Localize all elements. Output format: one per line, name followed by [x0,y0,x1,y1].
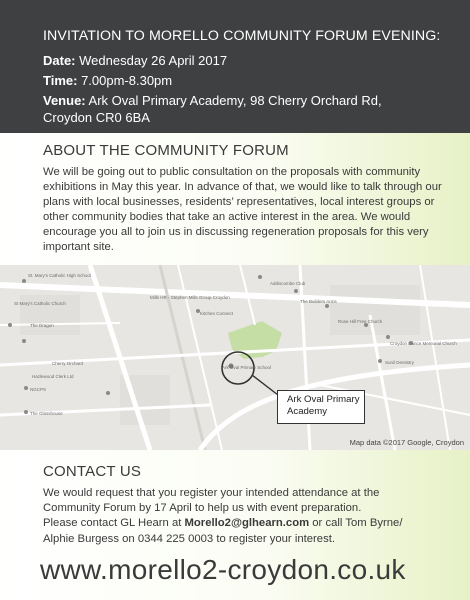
contact-line-3-suffix: or call Tom Byrne/ [309,517,403,530]
event-venue-line2: Croydon CR0 6BA [43,110,150,125]
map-label-the-dragon: The Dragon [30,323,54,328]
callout-text: Ark Oval Primary Academy [287,394,360,417]
map-label-glasshouse: The Glasshouse [30,411,63,416]
map-label-sunil-dentistry: Sunil Dentistry [385,360,415,365]
time-value: 7.00pm-8.30pm [81,73,173,88]
map-label-ark-oval: Ark Oval Primary School [222,365,272,370]
date-label: Date: [43,53,76,68]
venue-callout [277,390,365,424]
about-body: We will be going out to public consultation on the proposals with community exhibitions in May this year. In advance of that, we would like to talk through our plans with local businesses, residents’ representatives, local interest groups or other community bodies that take an active interest in the area. We would encourage you all to join us in discussing regeneration proposals for this very important site. [43,166,442,253]
contact-line-3-prefix: Please contact GL Hearn at [43,517,185,530]
time-label: Time: [43,73,78,88]
map-credit: Map data ©2017 Google, Croydon [349,438,464,447]
venue-label: Venue: [43,93,86,108]
event-venue [43,93,382,108]
map-graphic [0,265,470,450]
invitation-header [0,0,470,133]
map-label-ngcps: NGCPS [30,387,47,392]
about-section [0,133,470,265]
contact-body [43,486,463,547]
invitation-title: INVITATION TO MORELLO COMMUNITY FORUM EVENING: [43,28,441,44]
about-heading: ABOUT THE COMMUNITY FORUM [43,142,289,159]
map-label-st-marys-school: St. Mary's Catholic High School [28,273,91,278]
venue-value: Ark Oval Primary Academy, 98 Cherry Orchard Rd, [88,93,382,108]
contact-line-2: Community Forum by 17 April to help us with event preparation. [43,502,362,515]
date-value: Wednesday 26 April 2017 [79,53,228,68]
contact-line-1: We would request that you register your intended attendance at the [43,487,380,499]
map-label-hazlewood: Hazlewood Clerk Ltd [32,374,74,379]
contact-section [0,450,470,600]
map-label-mills-hr: Mills HR - Stephen Mills Group Croydon [150,295,230,300]
contact-line-4: Alphie Burgess on 0344 225 0003 to register your interest. [43,532,336,545]
map-label-croydon-church: Croydon Dance Memorial Church [390,341,457,346]
map-label-builders-arms: The Builders Arms [300,299,337,304]
map-label-kitchen-connect: Kitchen Connect [200,311,234,316]
contact-line-3 [43,516,463,531]
contact-heading: CONTACT US [43,463,142,480]
map-label-rose-hill-church: Rose Hill Free Church [338,319,383,324]
website-link[interactable]: www.morello2-croydon.co.uk [40,554,406,585]
event-date [43,53,227,68]
map-label-addiscombe-club: Addiscombe Club [270,281,306,286]
map-label-cherry-orchard: Cherry Orchard [52,361,84,366]
map-label-st-marys-church: St Mary's Catholic Church [14,301,66,306]
venue-map[interactable] [0,265,470,450]
contact-email-link[interactable]: Morello2@glhearn.com [184,517,310,530]
event-time [43,73,172,88]
